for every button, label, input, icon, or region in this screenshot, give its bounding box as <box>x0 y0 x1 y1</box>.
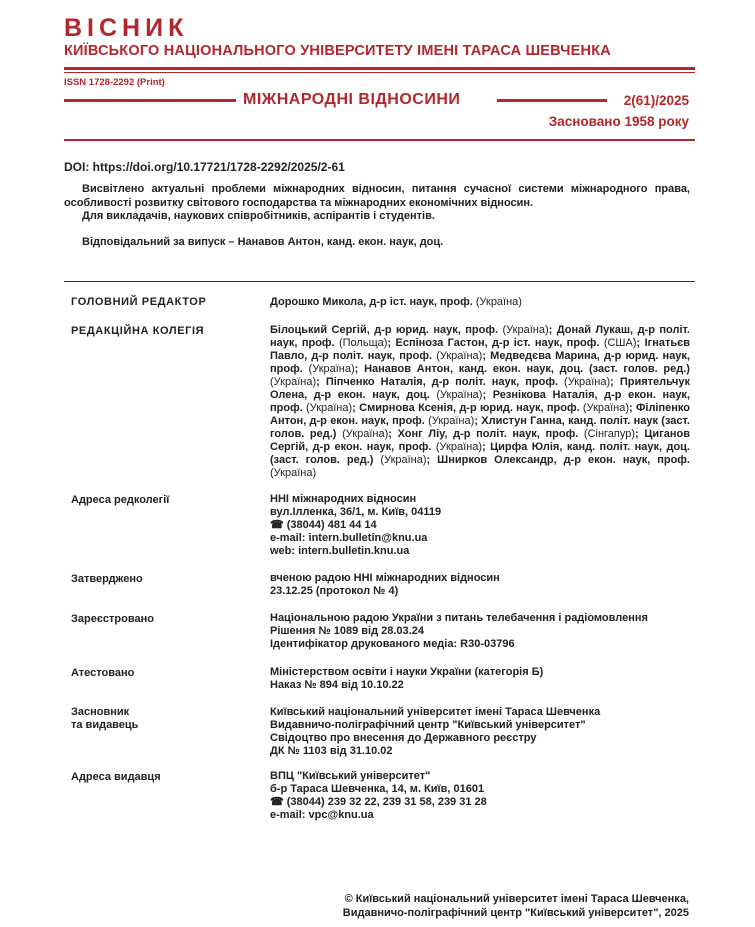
description-paragraph: Висвітлено актуальні проблеми міжнародних відносин, питання сучасної системи міжнародного права, особливості розвитку світового господарства та міжнародних економічних відносин. <box>64 183 690 209</box>
board-member-name: Резнікова Наталія, д-р екон. наук, проф. <box>270 389 690 414</box>
section-divider <box>64 281 695 282</box>
editorial-phone: ☎ (38044) 481 44 14 <box>270 519 377 531</box>
responsible-editor: Відповідальний за випуск – Нанавов Антон, канд. екон. наук, доц. <box>82 236 444 248</box>
approved-line: 23.12.25 (протокол № 4) <box>270 585 399 597</box>
board-member-country: (Україна) <box>436 389 483 401</box>
founder-line: Київський національний університет імені Тараса Шевченка <box>270 706 601 718</box>
founder-value <box>270 706 690 758</box>
board-member-country: (Польща) <box>338 337 388 349</box>
founder-label <box>71 706 138 732</box>
board-member-name: Еспіноза Гастон, д-р іст. наук, проф. <box>395 337 600 349</box>
editorial-address-line: ННІ міжнародних відносин <box>270 493 417 505</box>
approved-value <box>270 572 690 598</box>
series-line-right <box>497 99 607 102</box>
founder-line: Видавничо-поліграфічний центр "Київський університет" <box>270 719 586 731</box>
certified-label: Атестовано <box>71 667 135 679</box>
board-member-name: Смирнова Ксенія, д-р юрид. наук, проф. <box>359 402 580 414</box>
board-member-country: (Україна) <box>436 350 483 362</box>
audience-paragraph: Для викладачів, наукових співробітників, аспірантів і студентів. <box>82 210 435 222</box>
board-member-country: (Україна) <box>308 363 355 375</box>
series-line-left <box>64 99 236 102</box>
editor-name: Дорошко Микола, д-р іст. наук, проф. <box>270 296 473 308</box>
board-member-country: (Україна) <box>582 402 630 414</box>
editorial-address-line: вул.Ілленка, 36/1, м. Київ, 04119 <box>270 506 442 518</box>
copyright <box>343 892 689 920</box>
copyright-line: Видавничо-поліграфічний центр "Київський університет", 2025 <box>342 907 689 919</box>
board-members: Білоцький Сергій, д-р юрид. наук, проф. (Україна); Донай Лукаш, д-р політ. наук, проф. (Польща); Еспіноза Гастон, д-р іст. наук, проф. (США); Ігнатьєв Павло, д-р політ. наук, проф. (Україна); Медведєва Марина, д-р юрид. наук, проф. (Україна); Нанавов Антон, канд. екон. наук, доц. (заст. голов. ред.) (Україна); Піпченко Наталія, д-р політ. наук, проф. (Україна); Приятельчук Олена, д-р екон. наук, доц. (Україна); Резнікова Наталія, д-р екон. наук, проф. (Україна); Смирнова Ксенія, д-р юрид. наук, проф. (Україна); Філіпенко Антон, д-р екон. наук, проф. (Україна); Хлистун Ганна, канд. політ. наук (заст. голов. ред.) (Україна); Хонг Ліу, д-р політ. наук, проф. (Сінгапур); Циганов Сергій, д-р екон. наук, проф. (Україна); Цирфа Юлія, канд. політ. наук, доц. (заст. голов. ред.) (Україна); Шнирков Олександр, д-р екон. наук, проф. (Україна) <box>270 324 690 479</box>
certified-value <box>270 666 690 692</box>
board-member-country: (Україна) <box>435 441 482 453</box>
board-member-name: Філіпенко Антон, д-р екон. наук, проф. <box>270 402 690 427</box>
board-member-name: Хонг Ліу, д-р політ. наук, проф. <box>397 428 579 440</box>
board-member-country: (Україна) <box>270 467 317 479</box>
certified-line: Наказ № 894 від 10.10.22 <box>270 679 404 691</box>
registered-line: Ідентифікатор друкованого медіа: R30-03796 <box>270 638 515 650</box>
series-title: МІЖНАРОДНІ ВІДНОСИНИ <box>243 91 461 108</box>
registered-label: Зареєстровано <box>71 613 154 625</box>
editorial-address-label: Адреса редколегії <box>71 494 170 506</box>
board-member-country: (Україна) <box>270 376 317 388</box>
board-member-name: Цирфа Юлія, канд. політ. наук, доц. (заст. голов. ред.) <box>270 441 690 466</box>
publisher-address-label: Адреса видавця <box>71 771 161 783</box>
board-member-country: (Україна) <box>428 415 475 427</box>
approved-label: Затверджено <box>71 573 143 585</box>
board-member-country: (Україна) <box>342 428 389 440</box>
registered-line: Національною радою України з питань телебачення і радіомовлення <box>270 612 648 624</box>
editorial-email[interactable]: e-mail: intern.bulletin@knu.ua <box>270 532 428 544</box>
founder-label-line: та видавець <box>71 719 139 731</box>
board-member-name: Шнирков Олександр, д-р екон. наук, проф. <box>437 454 690 466</box>
board-member-name: Ігнатьєв Павло, д-р політ. наук, проф. <box>270 337 690 362</box>
registered-value <box>270 612 690 651</box>
founder-label-line: Засновник <box>71 706 130 718</box>
board-label: РЕДАКЦІЙНА КОЛЕГІЯ <box>71 325 205 337</box>
publisher-address <box>270 770 690 822</box>
board-member-country: (Україна) <box>564 376 611 388</box>
board-member-name: Приятельчук Олена, д-р екон. наук, доц. <box>270 376 690 401</box>
publisher-phone: ☎ (38044) 239 32 22, 239 31 58, 239 31 28 <box>270 796 487 808</box>
editorial-web[interactable]: web: intern.bulletin.knu.ua <box>270 545 410 557</box>
board-member-name: Нанавов Антон, канд. екон. наук, доц. (заст. голов. ред.) <box>364 363 690 375</box>
board-member-name: Медведєва Марина, д-р юрид. наук, проф. <box>270 350 690 375</box>
issue-number: 2(61)/2025 <box>623 93 689 108</box>
issn: ISSN 1728-2292 (Print) <box>64 77 165 88</box>
founded-year: Засновано 1958 року <box>548 114 689 129</box>
board-member-country: (Україна) <box>380 454 427 466</box>
board-member-name: Циганов Сергій, д-р екон. наук, проф. <box>270 428 690 453</box>
board-member-country: (Україна) <box>306 402 353 414</box>
board-member-country: (Сінгапур) <box>583 428 636 440</box>
editor-value <box>270 296 690 309</box>
board-member-name: Піпченко Наталія, д-р політ. наук, проф. <box>325 376 559 388</box>
editor-label: ГОЛОВНИЙ РЕДАКТОР <box>71 296 207 308</box>
board-member-name: Хлистун Ганна, канд. політ. наук (заст. голов. ред.) <box>270 415 690 440</box>
header-rule-thin <box>64 72 695 73</box>
founder-line: Свідоцтво про внесення до Державного реєстру <box>270 732 537 744</box>
editorial-address <box>270 493 690 558</box>
founder-line: ДК № 1103 від 31.10.02 <box>270 745 393 757</box>
editor-country: (Україна) <box>475 296 522 308</box>
publisher-email[interactable]: e-mail: vpc@knu.ua <box>270 809 374 821</box>
board-member-country: (США) <box>603 337 637 349</box>
journal-title: ВІСНИК <box>64 14 189 42</box>
copyright-line: © Київський національний університет імені Тараса Шевченка, <box>344 893 689 905</box>
approved-line: вченою радою ННІ міжнародних відносин <box>270 572 500 584</box>
publisher-address-line: ВПЦ "Київський університет" <box>270 770 431 782</box>
publisher-address-line: б-р Тараса Шевченка, 14, м. Київ, 01601 <box>270 783 485 795</box>
doi: DOI: https://doi.org/10.17721/1728-2292/2025/2-61 <box>64 160 345 174</box>
journal-subtitle: КИЇВСЬКОГО НАЦІОНАЛЬНОГО УНІВЕРСИТЕТУ ІМЕНІ ТАРАСА ШЕВЧЕНКА <box>64 43 611 59</box>
board-member-name: Донай Лукаш, д-р політ. наук, проф. <box>270 324 690 349</box>
certified-line: Міністерством освіти і науки України (категорія Б) <box>270 666 544 678</box>
description <box>64 183 690 224</box>
board-member-country: (Україна) <box>502 324 549 336</box>
header-bottom-rule <box>64 139 695 141</box>
header-rule-thick <box>64 67 695 70</box>
board-member-name: Білоцький Сергій, д-р юрид. наук, проф. <box>270 324 499 336</box>
registered-line: Рішення № 1089 від 28.03.24 <box>270 625 424 637</box>
